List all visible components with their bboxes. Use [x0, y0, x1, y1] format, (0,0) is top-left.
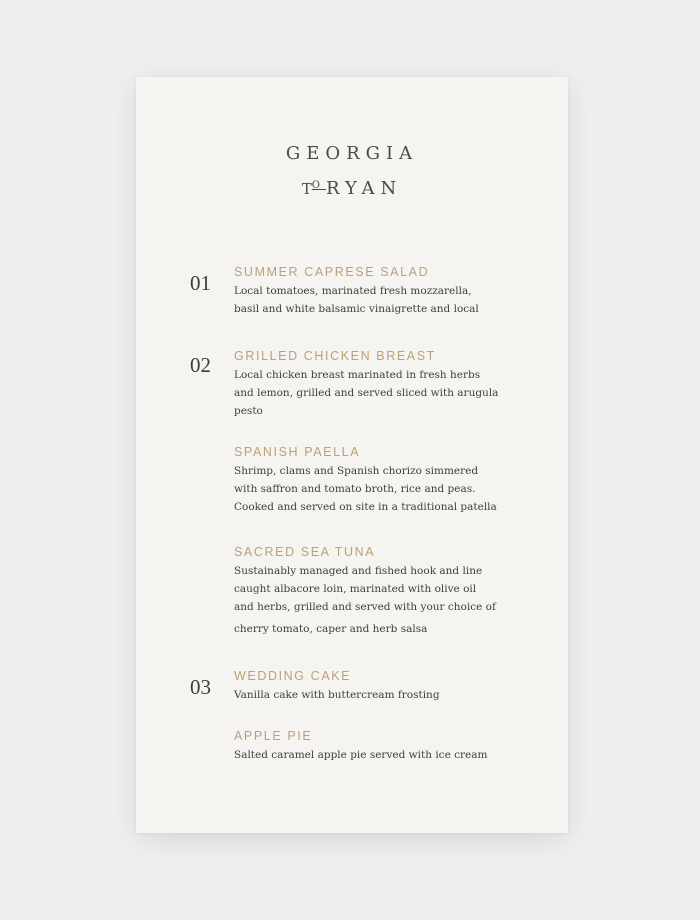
menu-card: [136, 77, 568, 833]
couple-name-first: GEORGIA: [285, 143, 419, 164]
dish-description-line: cherry tomato, caper and herb salsa: [234, 623, 428, 635]
dish-description-line: caught albacore loin, marinated with olive oil: [234, 583, 477, 595]
dish-apple-pie: [234, 728, 534, 764]
dish-description-line: with saffron and tomato broth, rice and peas.: [234, 483, 476, 495]
connector-t: T: [301, 180, 312, 198]
dish-description-line: Sustainably managed and fished hook and line: [234, 565, 483, 577]
dish-description-line: basil and white balsamic vinaigrette and local: [234, 303, 479, 315]
dish-description-line: Local chicken breast marinated in fresh herbs: [234, 369, 481, 381]
dish-grilled-chicken-breast: [234, 348, 534, 420]
couple-name-second: RYAN: [325, 178, 403, 199]
dish-wedding-cake: [234, 668, 534, 704]
course-number-2: 02: [190, 353, 211, 377]
course-number-3: 03: [190, 675, 211, 699]
dish-name: SUMMER CAPRESE SALAD: [234, 265, 430, 279]
dish-summer-caprese-salad: [234, 264, 534, 318]
connector-o: O: [311, 180, 326, 191]
dish-spanish-paella: [234, 444, 534, 516]
dish-description: [234, 562, 534, 638]
dish-description-line: Shrimp, clams and Spanish chorizo simmered: [234, 465, 479, 477]
dish-name: SPANISH PAELLA: [234, 445, 361, 459]
course-number-1: 01: [190, 271, 211, 295]
dish-sacred-sea-tuna: [234, 544, 534, 638]
dish-name: SACRED SEA TUNA: [234, 545, 376, 559]
dish-description: [234, 366, 534, 420]
dish-description: [234, 686, 534, 704]
dish-description-line: Salted caramel apple pie served with ice cream: [234, 749, 488, 761]
dish-description-line: Local tomatoes, marinated fresh mozzarella,: [234, 285, 472, 297]
dish-description: [234, 746, 534, 764]
dish-name: GRILLED CHICKEN BREAST: [234, 349, 436, 363]
dish-description-line: and herbs, grilled and served with your choice of: [234, 601, 496, 613]
dish-name: WEDDING CAKE: [234, 669, 352, 683]
dish-description-line: Vanilla cake with buttercream frosting: [234, 689, 440, 701]
couple-name-second-line: [136, 178, 568, 199]
dish-description-line: pesto: [234, 405, 263, 417]
dish-description: [234, 282, 534, 318]
dish-description-line: and lemon, grilled and served sliced with arugula: [234, 387, 499, 399]
dish-name: APPLE PIE: [234, 729, 313, 743]
dish-description: [234, 462, 534, 516]
dish-description-line: Cooked and served on site in a traditional patella: [234, 501, 497, 513]
